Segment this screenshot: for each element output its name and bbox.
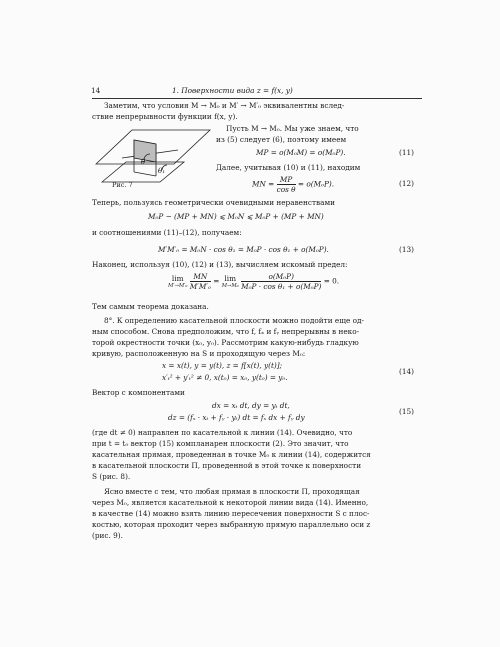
p9: Вектор с компонентами	[92, 388, 185, 397]
equation-15-line2: dz = (fₓ · xₜ + fᵧ · yₜ) dt = fₓ dx + fᵧ dy	[168, 413, 305, 422]
p8-line1: 8°. К определению касательной плоскости можно подойти еще од-	[104, 316, 364, 325]
running-title: 1. Поверхности вида z = f(x, y)	[172, 86, 293, 95]
equation-14-number: (14)	[399, 367, 414, 376]
equation-12-number: (12)	[399, 179, 414, 188]
p8-line2: ным способом. Снова предположим, что f, fₓ и fᵧ непрерывны в неко-	[92, 327, 360, 336]
p10-line2: при t = t₀ вектор (15) компланарен плоскости (2). Это значит, что	[92, 439, 349, 448]
p11-line5: (рис. 9).	[92, 531, 123, 540]
p2-line1: Пусть M → M₀. Мы уже знаем, что	[226, 124, 359, 133]
p11-line4: костью, которая проходит через выбранную прямую параллельно оси z	[92, 520, 371, 529]
limit-2: lim M→M₀	[221, 273, 239, 289]
limit-1-sub: M′→M′₀	[168, 282, 188, 289]
limit-expression	[168, 272, 339, 298]
eq12-fraction-num: MP	[277, 175, 296, 185]
equation-13-number: (13)	[399, 245, 414, 254]
limit-result: = 0.	[323, 276, 340, 286]
p10-line1: (где dt ≠ 0) направлен по касательной к линии (14). Очевидно, что	[92, 428, 353, 437]
figure-7-drawing	[92, 124, 214, 186]
eq12-rhs: = o(M₀P).	[297, 179, 335, 189]
equation-14-line1: x = x(t), y = y(t), z = f[x(t), y(t)];	[162, 361, 283, 370]
limit-2-sub: M→M₀	[221, 282, 239, 289]
limit-fraction-1-den: M′M′₀	[189, 282, 211, 291]
page-number: 14	[91, 86, 101, 95]
label-theta: θ	[141, 158, 146, 166]
eq12-fraction-den: cos θ	[276, 185, 296, 194]
equation-11: MP = o(M₀M) = o(M₀P).	[256, 148, 346, 157]
equation-15-number: (15)	[399, 407, 414, 416]
p2-line2: из (5) следует (6), поэтому имеем	[216, 135, 347, 144]
limit-fraction-1-num: MN	[190, 272, 211, 282]
eq12-fraction	[277, 175, 296, 194]
header-rule	[92, 98, 422, 99]
p8-line3: торой окрестности точки (x₀, y₀). Рассмотрим какую-нибудь гладкую	[92, 338, 359, 347]
p7: Тем самым теорема доказана.	[92, 302, 209, 311]
figure-caption: Рис. 7	[112, 181, 133, 189]
eq12-lhs: MN =	[252, 179, 275, 189]
p1-line2: ствие непрерывности функции f(x, y).	[92, 112, 238, 121]
p10-line5: S (рис. 8).	[92, 472, 131, 481]
p5: и соотношениями (11)–(12), получаем:	[92, 228, 242, 237]
limit-1: lim M′→M′₀	[168, 273, 188, 289]
limit-fraction-2-num: o(M₀P)	[241, 272, 321, 282]
limit-fraction-2	[241, 272, 321, 291]
p10-line4: в касательной плоскости Π, проведенной в этой точке к поверхности	[92, 461, 362, 470]
equation-11-number: (11)	[399, 148, 414, 157]
limit-fraction-1	[190, 272, 211, 291]
limit-fraction-2-den: M₀P · cos θ₁ + o(M₀P)	[241, 282, 322, 291]
equation-12	[252, 175, 334, 194]
limit-equals: =	[213, 276, 220, 286]
p4: Теперь, пользуясь геометрически очевидными неравенствами	[92, 198, 335, 207]
equation-14-line2: x′ₜ² + y′ₜ² ≠ 0, x(t₀) = x₀, y(t₀) = y₀.	[162, 373, 288, 382]
p6: Наконец, используя (10), (12) и (13), вычисляем искомый предел:	[92, 260, 348, 269]
p10-line3: касательная прямая, проведенная в точке M₀ к линии (14), содержится	[92, 450, 371, 459]
segment-projection	[134, 172, 156, 176]
p11-line1: Ясно вместе с тем, что любая прямая в плоскости Π, проходящая	[104, 487, 360, 496]
p3: Далее, учитывая (10) и (11), находим	[216, 163, 361, 172]
equation-15-line1: dx = xₜ dt, dy = yₜ dt,	[212, 401, 290, 410]
p8-line4: кривую, расположенную на S и проходящую через M₀:	[92, 349, 306, 358]
p1-line1: Заметим, что условия M → M₀ и M′ → M′₀ эквивалентны вслед-	[104, 101, 345, 110]
inequality: M₀P − (MP + MN) ⩽ M₀N ⩽ M₀P + (MP + MN)	[148, 212, 324, 221]
p11-line2: через M₀, является касательной к некоторой линии вида (14). Именно,	[92, 498, 369, 507]
label-theta1: θ₁	[158, 167, 166, 175]
equation-13: M′M′₀ = M₀N · cos θ₁ = M₀P · cos θ₁ + o(M₀P).	[158, 245, 329, 254]
p11-line3: в качестве (14) можно взять линию пересечения поверхности S с плос-	[92, 509, 370, 518]
figure-7	[92, 124, 214, 186]
